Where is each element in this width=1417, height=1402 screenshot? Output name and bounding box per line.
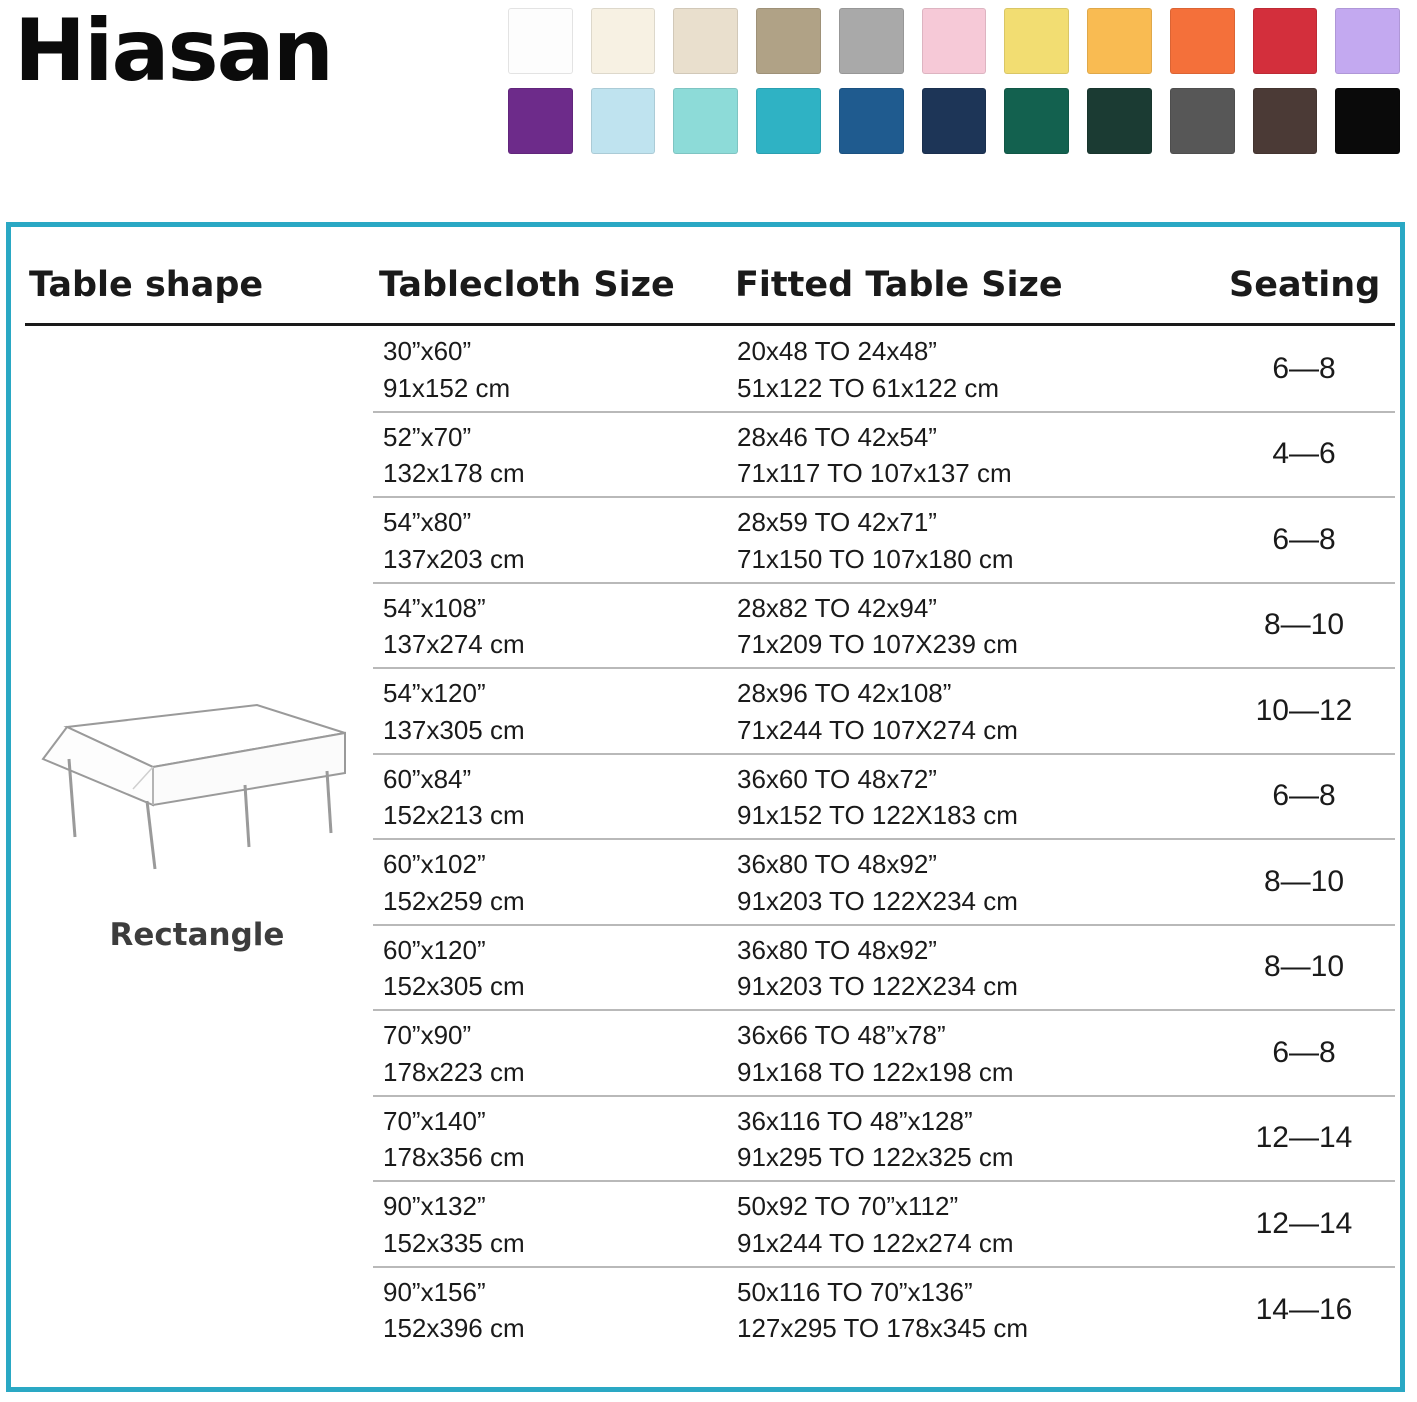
color-swatch-2-3[interactable] xyxy=(673,88,738,154)
color-swatch-1-5[interactable] xyxy=(839,8,904,74)
table-row xyxy=(373,926,1395,1012)
color-swatch-1-4[interactable] xyxy=(756,8,821,74)
tablecloth-size-cm: 152x305 cm xyxy=(383,971,525,1002)
fitted-size-inches: 36x116 TO 48”x128” xyxy=(737,1105,973,1136)
color-swatch-2-10[interactable] xyxy=(1253,88,1318,154)
cell-seating: 10—12 xyxy=(1255,693,1353,727)
table-row xyxy=(373,327,1395,413)
cell-tablecloth-size xyxy=(383,761,525,835)
fitted-size-cm: 71x209 TO 107X239 cm xyxy=(737,629,1018,660)
fitted-size-inches: 36x66 TO 48”x78” xyxy=(737,1020,946,1050)
cell-tablecloth-size xyxy=(383,1017,525,1091)
cell-tablecloth-size xyxy=(383,1103,525,1177)
cell-seating: 6—8 xyxy=(1272,522,1336,556)
fitted-size-inches: 28x96 TO 42x108” xyxy=(737,678,952,708)
table-row xyxy=(373,840,1395,926)
cell-seating: 6—8 xyxy=(1272,351,1336,385)
fitted-size-cm: 51x122 TO 61x122 cm xyxy=(737,372,1000,403)
fitted-size-cm: 127x295 TO 178x345 cm xyxy=(737,1313,1029,1344)
table-row xyxy=(373,669,1395,755)
cell-seating: 6—8 xyxy=(1272,1035,1336,1069)
color-swatch-2-1[interactable] xyxy=(508,88,573,154)
fitted-size-cm: 91x295 TO 122x325 cm xyxy=(737,1142,1014,1173)
tablecloth-size-inches: 60”x102” xyxy=(383,849,486,879)
color-swatch-2-9[interactable] xyxy=(1170,88,1235,154)
fitted-size-inches: 28x59 TO 42x71” xyxy=(737,507,937,537)
cell-tablecloth-size xyxy=(383,504,525,578)
tablecloth-size-inches: 54”x80” xyxy=(383,507,472,537)
color-swatch-grid xyxy=(508,8,1400,168)
column-header-seating: Seating xyxy=(1229,265,1381,305)
cell-fitted-table-size xyxy=(737,1103,1014,1177)
size-rows xyxy=(373,327,1395,1353)
table-row xyxy=(373,498,1395,584)
tablecloth-size-inches: 54”x108” xyxy=(383,592,486,623)
tablecloth-size-inches: 60”x84” xyxy=(383,763,472,794)
tablecloth-size-inches: 60”x120” xyxy=(383,934,486,965)
tablecloth-size-inches: 54”x120” xyxy=(383,678,486,708)
tablecloth-size-inches: 90”x132” xyxy=(383,1191,486,1221)
color-swatch-2-5[interactable] xyxy=(839,88,904,154)
fitted-size-cm: 91x168 TO 122x198 cm xyxy=(737,1056,1014,1087)
cell-fitted-table-size xyxy=(737,419,1012,493)
fitted-size-cm: 71x150 TO 107x180 cm xyxy=(737,543,1014,574)
tablecloth-size-cm: 152x396 cm xyxy=(383,1313,525,1344)
tablecloth-size-cm: 152x213 cm xyxy=(383,800,525,831)
table-shape-label: Rectangle xyxy=(109,917,285,953)
table-row xyxy=(373,1011,1395,1097)
fitted-size-inches: 28x82 TO 42x94” xyxy=(737,592,937,623)
cell-seating: 4—6 xyxy=(1272,437,1336,471)
cell-fitted-table-size xyxy=(737,1017,1014,1091)
cell-seating: 12—14 xyxy=(1255,1121,1353,1155)
cell-tablecloth-size xyxy=(383,1274,525,1348)
cell-fitted-table-size xyxy=(737,761,1018,835)
fitted-size-inches: 36x80 TO 48x92” xyxy=(737,849,937,879)
tablecloth-size-inches: 90”x156” xyxy=(383,1276,486,1307)
fitted-size-cm: 91x203 TO 122X234 cm xyxy=(737,971,1018,1002)
color-swatch-2-7[interactable] xyxy=(1004,88,1069,154)
tablecloth-size-cm: 91x152 cm xyxy=(383,372,511,403)
size-chart-panel xyxy=(6,222,1405,1392)
color-swatch-1-9[interactable] xyxy=(1170,8,1235,74)
column-header-tablecloth-size: Tablecloth Size xyxy=(379,265,675,305)
fitted-size-inches: 28x46 TO 42x54” xyxy=(737,421,937,452)
tablecloth-size-cm: 178x356 cm xyxy=(383,1142,525,1173)
cell-tablecloth-size xyxy=(383,932,525,1006)
column-header-table-shape: Table shape xyxy=(29,265,264,305)
fitted-size-inches: 50x116 TO 70”x136” xyxy=(737,1276,973,1307)
color-swatch-1-2[interactable] xyxy=(591,8,656,74)
color-swatch-2-4[interactable] xyxy=(756,88,821,154)
color-swatch-1-6[interactable] xyxy=(922,8,987,74)
table-row xyxy=(373,1268,1395,1354)
swatch-row-1 xyxy=(508,8,1400,74)
fitted-size-inches: 36x80 TO 48x92” xyxy=(737,934,937,965)
swatch-row-2 xyxy=(508,88,1400,154)
rectangle-table-illustration xyxy=(27,697,357,877)
cell-fitted-table-size xyxy=(737,1274,1028,1348)
color-swatch-2-2[interactable] xyxy=(591,88,656,154)
cell-tablecloth-size xyxy=(383,675,525,749)
cell-tablecloth-size xyxy=(383,419,525,493)
cell-seating: 6—8 xyxy=(1272,779,1336,813)
cell-fitted-table-size xyxy=(737,1188,1014,1262)
cell-seating: 8—10 xyxy=(1263,608,1345,642)
cell-tablecloth-size xyxy=(383,590,525,664)
table-row xyxy=(373,413,1395,499)
color-swatch-2-6[interactable] xyxy=(922,88,987,154)
cell-fitted-table-size xyxy=(737,590,1018,664)
color-swatch-1-3[interactable] xyxy=(673,8,738,74)
tablecloth-size-inches: 52”x70” xyxy=(383,421,472,452)
cell-fitted-table-size xyxy=(737,846,1018,920)
table-row xyxy=(373,1097,1395,1183)
header-divider xyxy=(25,323,1395,326)
cell-seating: 8—10 xyxy=(1263,864,1345,898)
cell-fitted-table-size xyxy=(737,504,1014,578)
color-swatch-2-8[interactable] xyxy=(1087,88,1152,154)
header xyxy=(0,0,1417,180)
column-header-fitted-size: Fitted Table Size xyxy=(735,265,1063,305)
cell-tablecloth-size xyxy=(383,333,510,407)
fitted-size-cm: 71x244 TO 107X274 cm xyxy=(737,714,1018,745)
tablecloth-size-inches: 70”x140” xyxy=(383,1105,486,1136)
tablecloth-size-cm: 137x203 cm xyxy=(383,543,525,574)
cell-tablecloth-size xyxy=(383,1188,525,1262)
color-swatch-1-1[interactable] xyxy=(508,8,573,74)
tablecloth-size-cm: 137x305 cm xyxy=(383,714,525,745)
tablecloth-size-cm: 152x259 cm xyxy=(383,885,525,916)
cell-seating: 14—16 xyxy=(1255,1293,1353,1327)
color-swatch-1-8[interactable] xyxy=(1087,8,1152,74)
tablecloth-size-cm: 152x335 cm xyxy=(383,1227,525,1258)
fitted-size-inches: 50x92 TO 70”x112” xyxy=(737,1191,959,1221)
cell-seating: 8—10 xyxy=(1263,950,1345,984)
table-shape-column xyxy=(21,327,373,1387)
color-swatch-1-7[interactable] xyxy=(1004,8,1069,74)
table-row xyxy=(373,755,1395,841)
color-swatch-1-11[interactable] xyxy=(1335,8,1400,74)
table-row xyxy=(373,1182,1395,1268)
tablecloth-size-cm: 137x274 cm xyxy=(383,629,525,660)
tablecloth-size-inches: 70”x90” xyxy=(383,1020,472,1050)
fitted-size-cm: 91x152 TO 122X183 cm xyxy=(737,800,1018,831)
color-swatch-2-11[interactable] xyxy=(1335,88,1400,154)
cell-fitted-table-size xyxy=(737,932,1018,1006)
table-row xyxy=(373,584,1395,670)
tablecloth-size-inches: 30”x60” xyxy=(383,336,472,366)
cell-seating: 12—14 xyxy=(1255,1206,1353,1240)
fitted-size-inches: 20x48 TO 24x48” xyxy=(737,336,937,366)
fitted-size-inches: 36x60 TO 48x72” xyxy=(737,763,937,794)
cell-fitted-table-size xyxy=(737,675,1018,749)
cell-tablecloth-size xyxy=(383,846,525,920)
fitted-size-cm: 91x203 TO 122X234 cm xyxy=(737,885,1018,916)
tablecloth-size-cm: 132x178 cm xyxy=(383,458,525,489)
tablecloth-size-cm: 178x223 cm xyxy=(383,1056,525,1087)
cell-fitted-table-size xyxy=(737,333,999,407)
fitted-size-cm: 71x117 TO 107x137 cm xyxy=(737,458,1012,489)
fitted-size-cm: 91x244 TO 122x274 cm xyxy=(737,1227,1014,1258)
color-swatch-1-10[interactable] xyxy=(1253,8,1318,74)
brand-logo: Hiasan xyxy=(14,1,332,101)
